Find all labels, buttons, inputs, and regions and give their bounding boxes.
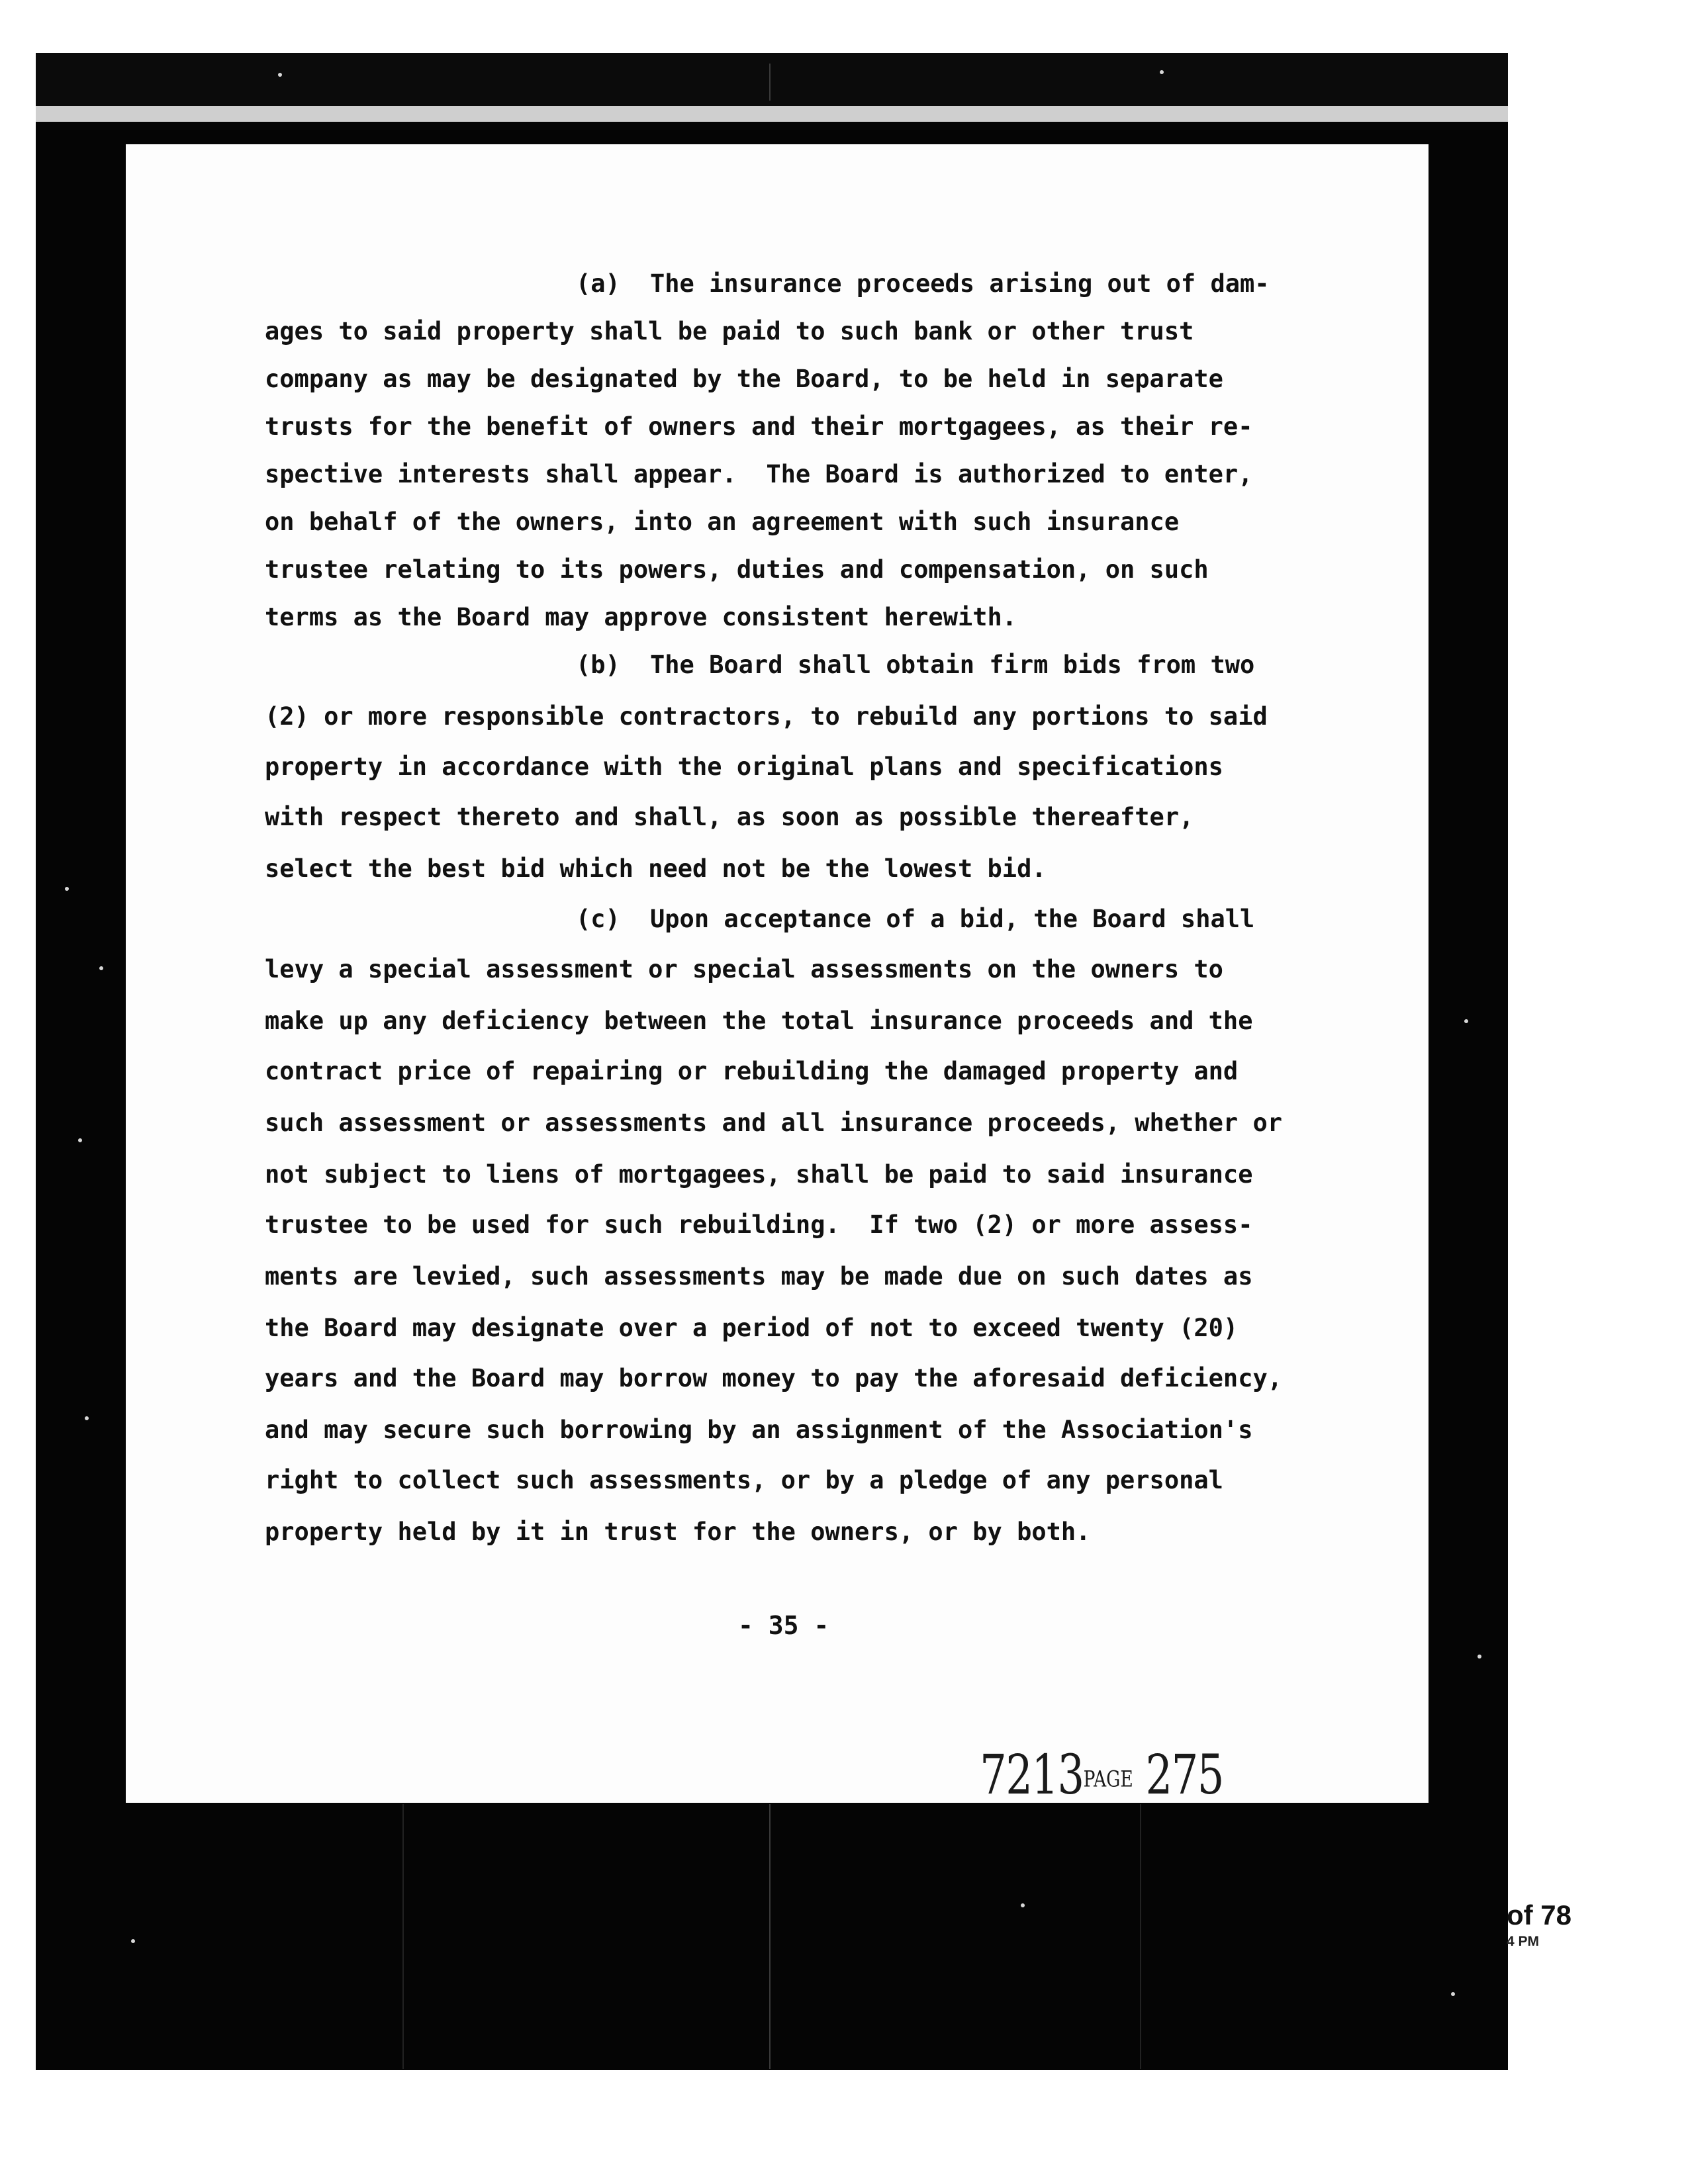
paragraph-line: ments are levied, such assessments may be made due on such dates as (265, 1262, 1253, 1291)
paragraph-line: Upon acceptance of a bid, the Board shall (650, 905, 1255, 933)
scan-speck (78, 1138, 82, 1142)
paragraph-line: select the best bid which need not be the lowest bid. (265, 854, 1047, 883)
scan-speck (1021, 1903, 1025, 1907)
paragraph-line: levy a special assessment or special assessments on the owners to (265, 955, 1223, 983)
paragraph-c-label: (c) (576, 905, 620, 933)
paragraph-a-label: (a) (576, 269, 620, 298)
paragraph-line: years and the Board may borrow money to pay the aforesaid deficiency, (265, 1364, 1283, 1392)
book-page-stamp (930, 1681, 1223, 1870)
book-number: 7213 (980, 1744, 1084, 1807)
paragraph-line: spective interests shall appear. The Board is authorized to enter, (265, 460, 1253, 488)
scan-top-strip (36, 53, 1508, 106)
paragraph-line: The insurance proceeds arising out of dam- (650, 269, 1270, 298)
scan-artifact-line (769, 1804, 771, 2069)
scan-speck (99, 966, 103, 970)
scan-speck (278, 73, 282, 77)
paragraph-line: ages to said property shall be paid to such bank or other trust (265, 317, 1194, 345)
scan-artifact-line (402, 1804, 404, 2069)
paragraph-line: company as may be designated by the Board, to be held in separate (265, 365, 1223, 393)
page-word: PAGE (1083, 1766, 1133, 1793)
paragraph-line: on behalf of the owners, into an agreement with such insurance (265, 508, 1180, 536)
page-counter: of 78 (1507, 1899, 1572, 1931)
paragraph-line: property held by it in trust for the owners, or by both. (265, 1518, 1091, 1546)
scan-speck (1477, 1655, 1481, 1659)
paragraph-line: trustee relating to its powers, duties and compensation, on such (265, 555, 1209, 584)
paragraph-line: make up any deficiency between the total insurance proceeds and the (265, 1007, 1253, 1035)
scan-gray-band (36, 106, 1508, 122)
scan-artifact-line (769, 64, 771, 101)
scan-speck (131, 1939, 135, 1943)
paragraph-b-label: (b) (576, 651, 620, 679)
paragraph-line: property in accordance with the original plans and specifications (265, 752, 1223, 781)
paragraph-line: terms as the Board may approve consistent herewith. (265, 603, 1017, 631)
page-number: - 35 - (738, 1611, 829, 1640)
paragraph-line: and may secure such borrowing by an assignment of the Association's (265, 1416, 1253, 1444)
paragraph-line: The Board shall obtain firm bids from two (650, 651, 1255, 679)
paragraph-line: contract price of repairing or rebuilding the damaged property and (265, 1057, 1239, 1085)
paragraph-line: right to collect such assessments, or by a pledge of any personal (265, 1466, 1223, 1494)
paragraph-line: trustee to be used for such rebuilding. If two (2) or more assess- (265, 1210, 1253, 1239)
scan-speck (65, 887, 69, 891)
paragraph-line: not subject to liens of mortgagees, shall be paid to said insurance (265, 1160, 1253, 1189)
scan-speck (1160, 70, 1164, 74)
paragraph-line: with respect thereto and shall, as soon as possible thereafter, (265, 803, 1194, 831)
scan-speck (1464, 1019, 1468, 1023)
paragraph-line: (2) or more responsible contractors, to rebuild any portions to said (265, 702, 1268, 731)
counter-time: 4 PM (1507, 1934, 1540, 1949)
stamp-page-number: 275 (1145, 1744, 1223, 1807)
paragraph-line: trusts for the benefit of owners and their mortgagees, as their re- (265, 412, 1253, 441)
paragraph-line: the Board may designate over a period of not to exceed twenty (20) (265, 1314, 1239, 1342)
scan-speck (1451, 1992, 1455, 1996)
scan-speck (85, 1416, 89, 1420)
paragraph-line: such assessment or assessments and all insurance proceeds, whether or (265, 1109, 1283, 1137)
